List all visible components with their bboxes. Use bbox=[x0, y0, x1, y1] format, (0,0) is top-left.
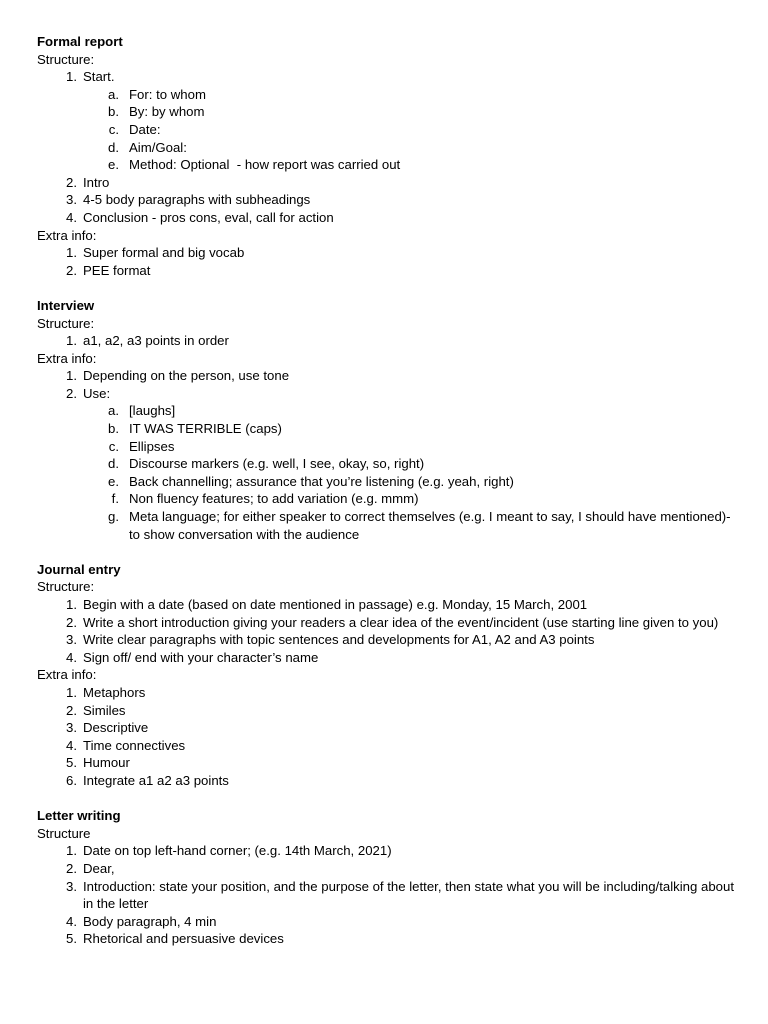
section-heading: Journal entry bbox=[37, 561, 121, 577]
list-number: 4. bbox=[66, 649, 77, 665]
sub-list-text: For: to whom bbox=[129, 86, 206, 102]
list-item bbox=[37, 737, 737, 755]
sub-list-text: IT WAS TERRIBLE (caps) bbox=[129, 421, 282, 437]
sub-list-text: Ellipses bbox=[129, 438, 175, 454]
sub-list-letter: f. bbox=[111, 491, 119, 507]
list-number: 1. bbox=[66, 368, 77, 384]
section-heading: Interview bbox=[37, 297, 95, 313]
sub-list-item bbox=[37, 103, 737, 121]
list-item bbox=[37, 930, 737, 948]
list-text: Sign off/ end with your character’s name bbox=[83, 649, 319, 665]
sub-list-text: [laughs] bbox=[129, 403, 176, 419]
section-letter-writing bbox=[37, 807, 737, 948]
sub-list-text: Back channelling; assurance that you’re listening (e.g. yeah, right) bbox=[129, 473, 514, 489]
sub-list-text: Meta language; for either speaker to correct themselves (e.g. I meant to say, I should have mentioned)- to show conversation with the audience bbox=[129, 509, 735, 542]
block-label: Extra info: bbox=[37, 227, 97, 243]
list-number: 5. bbox=[66, 755, 77, 771]
list-number: 4. bbox=[66, 737, 77, 753]
sub-list-item bbox=[37, 420, 737, 438]
list-number: 2. bbox=[66, 262, 77, 278]
list-text: 4-5 body paragraphs with subheadings bbox=[83, 192, 311, 208]
list-number: 1. bbox=[66, 333, 77, 349]
list-number: 2. bbox=[66, 174, 77, 190]
list-number: 3. bbox=[66, 720, 77, 736]
sub-list-text: Date: bbox=[129, 121, 161, 137]
list-text: Start. bbox=[83, 69, 115, 85]
sub-list-letter: a. bbox=[108, 403, 119, 419]
list-text: Intro bbox=[83, 174, 110, 190]
list-number: 1. bbox=[66, 69, 77, 85]
section-heading: Letter writing bbox=[37, 808, 121, 824]
list-number: 3. bbox=[66, 632, 77, 648]
list-text: Similes bbox=[83, 702, 126, 718]
block-label: Structure: bbox=[37, 51, 95, 67]
sub-list-letter: g. bbox=[108, 509, 119, 525]
list-number: 3. bbox=[66, 878, 77, 894]
list-item bbox=[37, 913, 737, 931]
sub-list-text: Aim/Goal: bbox=[129, 139, 187, 155]
sub-list-text: By: by whom bbox=[129, 104, 205, 120]
list-number: 1. bbox=[66, 245, 77, 261]
list-number: 2. bbox=[66, 385, 77, 401]
sub-list-letter: c. bbox=[108, 438, 119, 454]
sub-list-item bbox=[37, 139, 737, 157]
list-item bbox=[37, 754, 737, 772]
list-item bbox=[37, 842, 737, 860]
sub-list-letter: d. bbox=[108, 139, 119, 155]
list-number: 1. bbox=[66, 597, 77, 612]
sub-list-letter: c. bbox=[108, 121, 119, 137]
sub-list-letter: b. bbox=[108, 421, 119, 437]
sub-list-text: Discourse markers (e.g. well, I see, okay, so, right) bbox=[129, 456, 425, 472]
list-number: 1. bbox=[66, 843, 77, 859]
list-item bbox=[37, 719, 737, 737]
list-text: Time connectives bbox=[83, 737, 186, 753]
sub-list-item bbox=[37, 490, 737, 508]
sub-list-letter: a. bbox=[108, 86, 119, 102]
section-journal-entry bbox=[37, 561, 737, 790]
list-text: Write clear paragraphs with topic sentences and developments for A1, A2 and A3 points bbox=[83, 632, 595, 648]
list-item bbox=[37, 191, 737, 209]
section-spacer bbox=[37, 543, 737, 561]
list-item bbox=[37, 596, 737, 614]
sub-list-letter: d. bbox=[108, 456, 119, 472]
section-heading: Formal report bbox=[37, 34, 123, 49]
list-text: Rhetorical and persuasive devices bbox=[83, 931, 284, 947]
list-number: 5. bbox=[66, 931, 77, 947]
sub-list-item bbox=[37, 156, 737, 174]
list-item bbox=[37, 631, 737, 649]
list-text: Integrate a1 a2 a3 points bbox=[83, 772, 229, 788]
list-text: Dear, bbox=[83, 860, 115, 876]
list-number: 3. bbox=[66, 192, 77, 208]
sub-list-item bbox=[37, 402, 737, 420]
sub-list-item bbox=[37, 121, 737, 139]
block-label: Extra info: bbox=[37, 350, 97, 366]
section-interview bbox=[37, 297, 737, 543]
sub-list-item bbox=[37, 438, 737, 456]
list-number: 4. bbox=[66, 913, 77, 929]
block-label: Structure: bbox=[37, 579, 95, 595]
list-item bbox=[37, 68, 737, 86]
sub-list-letter: e. bbox=[108, 473, 119, 489]
section-spacer bbox=[37, 790, 737, 808]
list-item bbox=[37, 262, 737, 280]
list-text: a1, a2, a3 points in order bbox=[83, 333, 229, 349]
list-item bbox=[37, 772, 737, 790]
list-item bbox=[37, 860, 737, 878]
list-text: Introduction: state your position, and the purpose of the letter, then state what you will be including/talking about in the letter bbox=[83, 878, 738, 912]
list-text: Humour bbox=[83, 755, 130, 771]
sub-list-letter: b. bbox=[108, 104, 119, 120]
list-item bbox=[37, 878, 737, 913]
list-text: PEE format bbox=[83, 262, 151, 278]
list-number: 2. bbox=[66, 702, 77, 718]
document-page bbox=[37, 33, 737, 948]
list-number: 4. bbox=[66, 209, 77, 225]
list-text: Descriptive bbox=[83, 720, 149, 736]
list-number: 2. bbox=[66, 860, 77, 876]
list-text: Conclusion - pros cons, eval, call for action bbox=[83, 209, 334, 225]
sub-list-item bbox=[37, 473, 737, 491]
list-item bbox=[37, 244, 737, 262]
list-item bbox=[37, 385, 737, 403]
sub-list-item bbox=[37, 508, 737, 543]
list-text: Metaphors bbox=[83, 684, 146, 700]
sub-list-text: Method: Optional - how report was carried out bbox=[129, 157, 401, 173]
list-text: Use: bbox=[83, 385, 111, 401]
list-text: Date on top left-hand corner; (e.g. 14th March, 2021) bbox=[83, 843, 392, 859]
list-item bbox=[37, 684, 737, 702]
list-number: 6. bbox=[66, 772, 77, 788]
list-item bbox=[37, 702, 737, 720]
list-item bbox=[37, 367, 737, 385]
list-text: Body paragraph, 4 min bbox=[83, 913, 217, 929]
list-item bbox=[37, 209, 737, 227]
block-label: Extra info: bbox=[37, 667, 97, 683]
list-text: Write a short introduction giving your readers a clear idea of the event/incident (use starting line given to you) bbox=[83, 614, 719, 630]
list-text: Super formal and big vocab bbox=[83, 245, 245, 261]
section-formal-report bbox=[37, 33, 737, 279]
block-label: Structure: bbox=[37, 315, 95, 331]
section-spacer bbox=[37, 279, 737, 297]
list-item bbox=[37, 649, 737, 667]
list-item bbox=[37, 614, 737, 632]
list-item bbox=[37, 174, 737, 192]
list-item bbox=[37, 332, 737, 350]
list-text: Depending on the person, use tone bbox=[83, 368, 290, 384]
block-label: Structure bbox=[37, 825, 91, 841]
sub-list-text: Non fluency features; to add variation (e.g. mmm) bbox=[129, 491, 419, 507]
sub-list-item bbox=[37, 86, 737, 104]
list-text: Begin with a date (based on date mentioned in passage) e.g. Monday, 15 March, 2001 bbox=[83, 597, 588, 612]
list-number: 2. bbox=[66, 614, 77, 630]
sub-list-item bbox=[37, 455, 737, 473]
sub-list-letter: e. bbox=[108, 157, 119, 173]
list-number: 1. bbox=[66, 684, 77, 700]
